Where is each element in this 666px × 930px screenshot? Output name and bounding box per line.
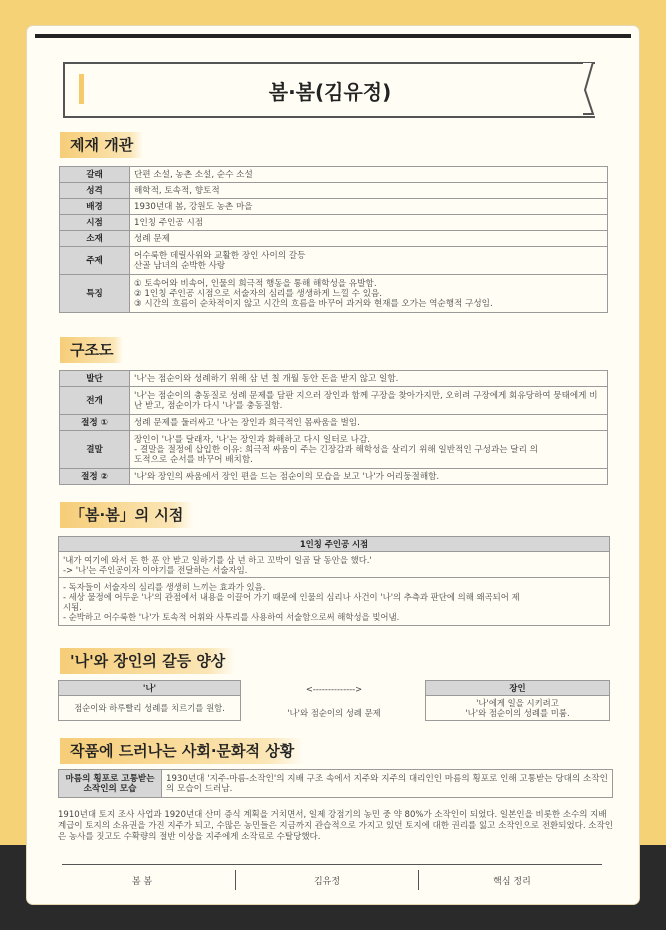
row-value: 해학적, 토속적, 향토적 xyxy=(130,183,608,199)
viewpoint-table xyxy=(58,536,610,626)
title-box xyxy=(63,62,595,118)
row-value: 어수룩한 데릴사위와 교활한 장인 사이의 갈등 산골 남녀의 순박한 사랑 xyxy=(130,247,608,275)
footer-work-title: 봄 봄 xyxy=(131,877,153,887)
section-heading-structure: 구조도 xyxy=(60,337,123,363)
conflict-narrator-body: 점순이와 하루빨리 성례를 치르기를 원함. xyxy=(58,696,241,721)
table-row xyxy=(60,387,608,415)
row-value: '나'와 장인의 싸움에서 장인 편을 드는 점순이의 모습을 보고 '나'가 어리둥절해함. xyxy=(130,469,608,485)
row-value: 단편 소설, 농촌 소설, 순수 소설 xyxy=(130,167,608,183)
row-key: 성격 xyxy=(60,183,130,199)
top-rule xyxy=(35,34,631,38)
viewpoint-effects: - 독자들이 서술자의 심리를 생생히 느끼는 효과가 있음. - 세상 물정에 어두운 '나'의 관점에서 내용을 이끌어 가기 때문에 인물의 심리나 사건이 '나'의 추측과 판단에 의해 왜곡되어 제 시됨. - 순박하고 어수룩한 '나'가 토속적 어휘와 사투리를 사용하여 서술함으로써 해학성을 빚어냄. xyxy=(59,578,610,626)
footer-separator xyxy=(418,870,419,890)
society-paragraph: 1910년대 토지 조사 사업과 1920년대 산미 증식 계획을 거치면서, 일제 강점기의 농민 중 약 80%가 소작인이 되었다. 일본인을 비롯한 소수의 지배 계급이 토지의 소유권을 가진 지주가 되고, 수많은 농민들은 지금까지 관습적으로 가지고 있던 토지에 대한 권리를 잃고 소작인으로 전환되었다. 소작인은 농사를 짓고도 수확량의 절반 이상을 지주에게 소작료로 수탈당했다. xyxy=(58,810,613,842)
table-row xyxy=(59,578,610,626)
document-page xyxy=(27,26,639,904)
section-heading-overview: 제재 개관 xyxy=(60,132,143,158)
row-key: 소재 xyxy=(60,231,130,247)
section-heading-conflict: '나'와 장인의 갈등 양상 xyxy=(60,648,235,674)
structure-table xyxy=(59,370,608,485)
row-value: 장인이 '나'를 달래자, '나'는 장인과 화해하고 다시 일터로 나감. - 결말을 절정에 삽입한 이유: 희극적 싸움이 주는 긴장감과 해학성을 살리기 위해 일반적인 구성과는 달리 의 도적으로 순서를 바꾸어 배치함. xyxy=(130,431,608,469)
row-key: 결말 xyxy=(60,431,130,469)
table-row xyxy=(60,167,608,183)
society-key: 마름의 횡포로 고통받는 소작인의 모습 xyxy=(59,770,162,798)
table-row xyxy=(60,183,608,199)
row-value: 1인칭 주인공 시점 xyxy=(130,215,608,231)
row-value: '나'는 점순이의 충동질로 성례 문제를 담판 지으러 장인과 함께 구장을 찾아가지만, 오히려 구장에게 회유당하여 뭉태에게 비난 받고, 점순이가 다시 '나'를 충동질함. xyxy=(130,387,608,415)
footer-rule xyxy=(62,864,602,865)
table-row xyxy=(60,431,608,469)
conflict-issue: '나'와 점순이의 성례 문제 xyxy=(287,708,381,718)
row-value: 1930년대 봄, 강원도 농촌 마을 xyxy=(130,199,608,215)
table-row xyxy=(60,231,608,247)
row-key: 갈래 xyxy=(60,167,130,183)
conflict-father-in-law-header: 장인 xyxy=(425,680,610,696)
viewpoint-header: 1인칭 주인공 시점 xyxy=(59,537,610,552)
footer-label: 핵심 정리 xyxy=(493,877,531,887)
table-row xyxy=(60,275,608,313)
table-row xyxy=(60,371,608,387)
footer-separator xyxy=(235,870,236,890)
row-key: 절정 ① xyxy=(60,415,130,431)
row-key: 특징 xyxy=(60,275,130,313)
row-value: 성례 문제 xyxy=(130,231,608,247)
row-value: '나'는 점순이와 성례하기 위해 삼 년 칠 개월 동안 돈을 받지 않고 일함. xyxy=(130,371,608,387)
conflict-narrator-header: '나' xyxy=(58,680,241,696)
conflict-arrow: <--------------> xyxy=(305,684,363,694)
page-title: 봄·봄(김유정) xyxy=(268,80,392,104)
table-row xyxy=(60,199,608,215)
row-key: 절정 ② xyxy=(60,469,130,485)
table-row xyxy=(59,770,613,798)
conflict-narrator-box xyxy=(58,680,241,721)
row-key: 배경 xyxy=(60,199,130,215)
row-key: 발단 xyxy=(60,371,130,387)
row-value: 성례 문제를 둘러싸고 '나'는 장인과 희극적인 몸싸움을 벌임. xyxy=(130,415,608,431)
row-key: 주제 xyxy=(60,247,130,275)
section-heading-viewpoint: 「봄·봄」의 시점 xyxy=(60,502,193,528)
row-key: 전개 xyxy=(60,387,130,415)
conflict-father-in-law-body: '나'에게 일을 시키려고 '나'와 점순이의 성례를 미룸. xyxy=(425,696,610,721)
table-row xyxy=(59,552,610,578)
row-value: ① 토속어와 비속어, 인물의 희극적 행동을 통해 해학성을 유발함. ② 1인칭 주인공 시점으로 서술자의 심리를 생생하게 느낄 수 있음. ③ 시간의 흐름이 순차적이지 않고 시간의 흐름을 바꾸어 과거와 현재를 오가는 역순행적 구성임. xyxy=(130,275,608,313)
row-key: 시점 xyxy=(60,215,130,231)
table-row xyxy=(60,215,608,231)
table-row xyxy=(60,469,608,485)
society-table xyxy=(58,769,613,798)
viewpoint-quote: '내가 여기에 와서 돈 한 푼 안 받고 일하기를 삼 년 하고 꼬박이 일곱 달 동안을 했다.' -> '나'는 주인공이자 이야기를 전달하는 서술자임. xyxy=(59,552,610,578)
overview-table xyxy=(59,166,608,313)
society-value: 1930년대 '지주-마름-소작인'의 지배 구조 속에서 지주와 지주의 대리인인 마름의 횡포로 인해 고통받는 당대의 소작인의 모습이 드러남. xyxy=(162,770,613,798)
footer-author: 김유정 xyxy=(313,877,341,887)
conflict-father-in-law-box xyxy=(425,680,610,721)
section-heading-society: 작품에 드러나는 사회·문화적 상황 xyxy=(60,738,304,764)
title-box-tail-shape xyxy=(583,62,607,118)
table-row xyxy=(60,415,608,431)
table-row xyxy=(59,537,610,552)
table-row xyxy=(60,247,608,275)
